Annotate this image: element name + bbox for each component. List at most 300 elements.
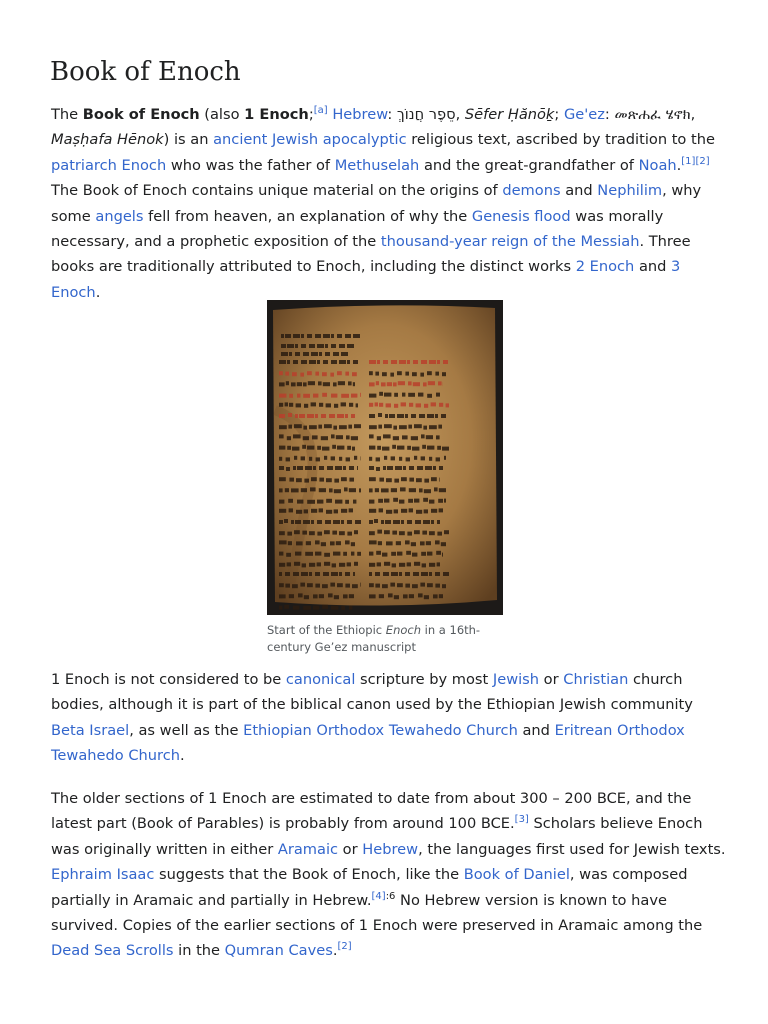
manuscript-glyph <box>349 403 353 407</box>
manuscript-glyph <box>428 381 435 385</box>
manuscript-glyph <box>336 435 343 439</box>
manuscript-glyph <box>322 584 328 588</box>
link-qumran-caves[interactable]: Qumran Caves <box>224 942 333 960</box>
manuscript-glyph <box>422 445 426 449</box>
manuscript-glyph <box>424 479 429 483</box>
manuscript-glyph <box>326 403 331 407</box>
manuscript-glyph <box>286 553 291 557</box>
manuscript-glyph <box>309 457 312 461</box>
link-demons[interactable]: demons <box>502 182 561 200</box>
manuscript-glyph <box>325 352 330 356</box>
link-methuselah[interactable]: Methuselah <box>334 156 420 174</box>
manuscript-glyph <box>324 456 327 460</box>
manuscript-glyph <box>349 488 356 492</box>
manuscript-glyph <box>413 382 420 386</box>
manuscript-glyph <box>395 466 402 470</box>
footnote-3[interactable]: [3] <box>514 814 529 826</box>
manuscript-glyph <box>353 382 355 386</box>
manuscript-glyph <box>284 519 288 523</box>
manuscript-glyph <box>369 563 375 567</box>
manuscript-glyph <box>426 541 431 545</box>
manuscript-glyph <box>409 478 414 482</box>
link-genesis-flood[interactable]: Genesis flood <box>471 207 571 225</box>
manuscript-glyph <box>286 381 289 385</box>
link-patriarch-enoch[interactable]: patriarch Enoch <box>51 156 167 174</box>
manuscript-glyph <box>293 334 300 338</box>
manuscript-glyph <box>307 583 313 587</box>
link-ethiopian-orthodox-church[interactable]: Ethiopian Orthodox Tewahedo Church <box>243 721 518 739</box>
manuscript-glyph <box>345 584 350 588</box>
manuscript-glyph <box>315 540 320 544</box>
manuscript-glyph <box>319 403 323 407</box>
manuscript-glyph <box>319 352 322 356</box>
manuscript-glyph <box>412 584 418 588</box>
manuscript-glyph <box>381 488 389 492</box>
manuscript-glyph <box>421 456 425 460</box>
link-hebrew-language[interactable]: Hebrew <box>332 106 388 123</box>
manuscript-glyph <box>289 508 293 512</box>
manuscript-glyph <box>352 584 358 588</box>
manuscript-glyph <box>303 382 307 386</box>
manuscript-glyph <box>289 352 292 356</box>
manuscript-glyph <box>281 352 288 356</box>
manuscript-glyph <box>323 572 329 576</box>
manuscript-glyph <box>309 425 317 429</box>
manuscript-glyph <box>343 594 348 598</box>
manuscript-glyph <box>293 606 299 610</box>
manuscript-glyph <box>323 334 330 338</box>
manuscript-glyph <box>297 382 302 386</box>
manuscript-glyph <box>438 499 443 503</box>
manuscript-glyph <box>289 403 293 407</box>
manuscript-glyph <box>356 403 358 407</box>
manuscript-glyph <box>407 520 412 524</box>
manuscript-glyph <box>352 372 357 376</box>
manuscript-glyph <box>351 414 355 418</box>
manuscript-glyph <box>359 488 361 492</box>
link-2-enoch[interactable]: 2 Enoch <box>575 258 635 276</box>
manuscript-glyph <box>292 372 297 376</box>
manuscript-glyph <box>439 403 443 407</box>
manuscript-glyph <box>402 435 408 439</box>
footnote-1[interactable]: [1] <box>681 155 696 167</box>
manuscript-glyph <box>327 466 333 470</box>
manuscript-glyph <box>279 572 282 576</box>
manuscript-glyph <box>429 572 432 576</box>
manuscript-glyph <box>431 509 437 513</box>
manuscript-glyph <box>376 551 381 555</box>
manuscript-glyph <box>412 553 417 557</box>
manuscript-glyph <box>437 520 440 524</box>
link-thousand-year-reign[interactable]: thousand-year reign of the Messiah <box>380 233 640 251</box>
manuscript-glyph <box>307 446 314 450</box>
manuscript-glyph <box>324 424 332 428</box>
manuscript-glyph <box>385 414 388 418</box>
manuscript-glyph <box>369 425 377 429</box>
manuscript-glyph <box>341 509 347 513</box>
manuscript-glyph <box>305 466 312 470</box>
manuscript-glyph <box>303 352 309 356</box>
canonicity-paragraph: 1 Enoch is not considered to be canonical scripture by most Jewish or Christian church bodies, although it is part of the biblical canon used by the Ethiopian Jewish community Beta Israel, as well as the Ethiopian Orthodox Tewahedo Church and Eritrean Orthodox Tewahedo Church. <box>51 671 693 765</box>
manuscript-glyph <box>351 552 354 556</box>
manuscript-glyph <box>322 393 327 397</box>
manuscript-glyph <box>343 466 346 470</box>
manuscript-glyph <box>429 360 436 364</box>
manuscript-glyph <box>405 584 410 588</box>
manuscript-glyph <box>339 360 346 364</box>
manuscript-glyph <box>393 498 398 502</box>
manuscript-glyph <box>427 552 432 556</box>
manuscript-glyph <box>328 593 333 597</box>
manuscript-glyph <box>299 414 305 418</box>
manuscript-glyph <box>321 436 328 440</box>
manuscript-glyph <box>302 445 306 449</box>
manuscript-glyph <box>399 360 406 364</box>
footnote-a[interactable]: [a] <box>313 105 328 117</box>
manuscript-glyph <box>315 334 321 338</box>
manuscript-glyph <box>429 563 435 567</box>
manuscript-glyph <box>286 467 290 471</box>
manuscript-glyph <box>417 466 423 470</box>
manuscript-glyph <box>309 563 315 567</box>
manuscript-glyph <box>423 520 430 524</box>
link-ephraim-isaac[interactable]: Ephraim Isaac <box>51 866 155 884</box>
manuscript-glyph <box>317 446 321 450</box>
manuscript-glyph <box>442 372 446 376</box>
manuscript-glyph <box>295 552 301 556</box>
manuscript-glyph <box>394 595 399 599</box>
manuscript-glyph <box>312 435 318 439</box>
manuscript-glyph <box>438 381 442 385</box>
manuscript-glyph <box>369 520 373 524</box>
manuscript-glyph <box>300 373 304 377</box>
link-dead-sea-scrolls[interactable]: Dead Sea Scrolls <box>51 942 174 960</box>
manuscript-glyph <box>326 478 332 482</box>
manuscript-glyph <box>429 425 437 429</box>
manuscript-glyph <box>399 531 405 535</box>
manuscript-glyph <box>426 435 433 439</box>
manuscript-glyph <box>369 466 374 470</box>
link-eritrean-orthodox-church[interactable]: Eritrean Orthodox Tewahedo Church <box>51 721 685 765</box>
manuscript-glyph <box>279 488 283 492</box>
manuscript-glyph <box>349 606 352 610</box>
manuscript-glyph <box>318 381 322 385</box>
manuscript-glyph <box>378 425 382 429</box>
manuscript-glyph <box>301 344 306 348</box>
manuscript-glyph <box>407 532 412 536</box>
manuscript-glyph <box>331 344 336 348</box>
manuscript-glyph <box>391 456 395 460</box>
link-jewish[interactable]: Jewish <box>492 671 540 688</box>
link-nephilim[interactable]: Nephilim <box>597 182 663 200</box>
manuscript-glyph <box>399 500 404 504</box>
manuscript-glyph <box>341 394 349 398</box>
manuscript-glyph <box>295 520 301 524</box>
manuscript-glyph <box>421 552 426 556</box>
manuscript-glyph <box>418 593 423 597</box>
manuscript-glyph <box>441 414 446 418</box>
manuscript-glyph <box>399 425 407 429</box>
manuscript-glyph <box>424 489 431 493</box>
manuscript-glyph <box>401 509 407 513</box>
manuscript-glyph <box>333 520 340 524</box>
manuscript-glyph <box>378 541 382 545</box>
manuscript-glyph <box>411 436 418 440</box>
manuscript-glyph <box>403 594 408 598</box>
manuscript-glyph <box>325 520 331 524</box>
manuscript-glyph <box>435 584 440 588</box>
manuscript-glyph <box>295 344 298 348</box>
manuscript-glyph <box>414 456 417 460</box>
manuscript-glyph <box>313 606 319 610</box>
manuscript-image[interactable] <box>267 300 503 615</box>
manuscript-glyph <box>405 572 410 576</box>
transliteration-sefer: Sēfer Ḥănōḵ <box>464 106 555 123</box>
manuscript-glyph <box>414 499 419 503</box>
manuscript-glyph <box>423 498 428 502</box>
manuscript-glyph <box>301 488 307 492</box>
manuscript-glyph <box>300 583 305 587</box>
manuscript-glyph <box>317 360 320 364</box>
manuscript-glyph <box>326 510 332 514</box>
link-canonical[interactable]: canonical <box>285 671 356 688</box>
manuscript-glyph <box>334 595 339 599</box>
manuscript-glyph <box>360 583 361 587</box>
manuscript-glyph <box>319 466 324 470</box>
manuscript-glyph <box>335 466 342 470</box>
link-christian[interactable]: Christian <box>563 671 629 688</box>
manuscript-glyph <box>427 394 432 398</box>
manuscript-glyph <box>288 425 292 429</box>
manuscript-glyph <box>379 478 384 482</box>
manuscript-glyph <box>374 519 378 523</box>
manuscript-glyph <box>309 572 312 576</box>
manuscript-glyph <box>285 402 288 406</box>
manuscript-glyph <box>407 446 411 450</box>
manuscript-glyph <box>407 360 410 364</box>
manuscript-glyph <box>433 466 436 470</box>
manuscript-glyph <box>287 344 294 348</box>
manuscript-glyph <box>415 520 421 524</box>
manuscript-glyph <box>369 446 375 450</box>
manuscript-glyph <box>402 393 405 397</box>
manuscript-glyph <box>294 530 300 534</box>
manuscript-glyph <box>429 531 435 535</box>
manuscript-glyph <box>334 479 339 483</box>
manuscript-glyph <box>408 425 412 429</box>
manuscript-glyph <box>382 553 387 557</box>
manuscript-glyph <box>297 500 303 504</box>
manuscript-glyph <box>377 360 380 364</box>
manuscript-glyph <box>436 551 441 555</box>
manuscript-glyph <box>311 520 314 524</box>
manuscript-glyph <box>288 499 293 503</box>
manuscript-glyph <box>303 520 310 524</box>
manuscript-glyph <box>286 457 290 461</box>
manuscript-glyph <box>330 373 334 377</box>
manuscript-glyph <box>377 530 382 534</box>
link-ancient-jewish-apocalyptic[interactable]: ancient Jewish apocalyptic <box>213 131 407 149</box>
manuscript-glyph <box>427 446 434 450</box>
manuscript-glyph <box>279 520 283 524</box>
manuscript-glyph <box>289 394 293 398</box>
manuscript-glyph <box>319 594 324 598</box>
manuscript-glyph <box>303 436 309 440</box>
manuscript-glyph <box>420 373 424 377</box>
manuscript-glyph <box>318 425 322 429</box>
manuscript-glyph <box>401 477 407 481</box>
bold-term-book-of-enoch: Book of Enoch <box>82 106 200 123</box>
link-beta-israel[interactable]: Beta Israel <box>51 721 130 739</box>
manuscript-glyph <box>383 572 389 576</box>
manuscript-glyph <box>444 456 446 460</box>
manuscript-glyph <box>279 446 285 450</box>
manuscript-glyph <box>409 466 414 470</box>
link-geez[interactable]: Ge'ez <box>563 106 605 123</box>
manuscript-glyph <box>435 414 438 418</box>
manuscript-glyph <box>279 360 286 364</box>
manuscript-glyph <box>295 352 300 356</box>
link-hebrew[interactable]: Hebrew <box>362 840 419 858</box>
manuscript-glyph <box>305 552 313 556</box>
link-angels[interactable]: angels <box>95 207 144 225</box>
manuscript-glyph <box>414 562 420 566</box>
manuscript-glyph <box>431 477 437 481</box>
manuscript-glyph <box>307 334 312 338</box>
manuscript-glyph <box>319 478 324 482</box>
manuscript-glyph <box>331 334 334 338</box>
link-aramaic[interactable]: Aramaic <box>277 840 339 858</box>
manuscript-glyph <box>421 572 428 576</box>
manuscript-glyph <box>427 414 434 418</box>
manuscript-glyph <box>437 532 442 536</box>
manuscript-glyph <box>436 435 440 439</box>
manuscript-glyph <box>336 541 341 545</box>
manuscript-glyph <box>418 393 423 397</box>
manuscript-glyph <box>302 563 306 567</box>
link-3-enoch[interactable]: 3 Enoch <box>51 258 681 301</box>
footnote-2-second[interactable]: [2] <box>337 941 352 953</box>
manuscript-glyph <box>339 531 345 535</box>
manuscript-illustration <box>267 300 503 615</box>
manuscript-glyph <box>397 446 404 450</box>
manuscript-glyph <box>425 466 432 470</box>
manuscript-glyph <box>443 572 449 576</box>
manuscript-glyph <box>345 372 349 376</box>
manuscript-glyph <box>339 425 347 429</box>
manuscript-glyph <box>353 360 358 364</box>
manuscript-glyph <box>401 520 404 524</box>
manuscript-glyph <box>279 563 285 567</box>
manuscript-glyph <box>379 594 384 598</box>
manuscript-glyph <box>344 487 348 491</box>
manuscript-glyph <box>391 360 397 364</box>
manuscript-glyph <box>315 372 319 376</box>
manuscript-glyph <box>317 532 322 536</box>
manuscript-glyph <box>333 352 339 356</box>
manuscript-glyph <box>319 488 326 492</box>
manuscript-glyph <box>413 572 419 576</box>
manuscript-glyph <box>386 403 391 407</box>
manuscript-glyph <box>337 414 344 418</box>
manuscript-glyph <box>317 344 324 348</box>
manuscript-glyph <box>357 466 358 470</box>
manuscript-glyph <box>343 552 347 556</box>
manuscript-glyph <box>346 435 350 439</box>
manuscript-glyph <box>400 487 406 491</box>
manuscript-glyph <box>414 530 420 534</box>
manuscript-glyph <box>369 552 373 556</box>
manuscript-glyph <box>416 478 422 482</box>
manuscript-glyph <box>339 563 345 567</box>
manuscript-glyph <box>439 466 443 470</box>
manuscript-glyph <box>439 478 440 482</box>
manuscript-glyph <box>369 531 375 535</box>
manuscript-glyph <box>313 594 318 598</box>
image-caption: Start of the Ethiopic Enoch in a 16th-century Ge’ez manuscript <box>267 623 481 654</box>
manuscript-glyph <box>295 414 298 418</box>
manuscript-glyph <box>351 436 358 440</box>
manuscript-glyph <box>420 583 425 587</box>
manuscript-glyph <box>377 562 381 566</box>
manuscript-glyph <box>311 509 317 513</box>
manuscript-glyph <box>313 394 318 398</box>
manuscript-glyph <box>369 371 373 375</box>
manuscript-glyph <box>381 520 384 524</box>
manuscript-glyph <box>399 572 402 576</box>
manuscript-glyph <box>341 520 344 524</box>
manuscript-glyph <box>384 393 391 397</box>
manuscript-glyph <box>288 541 292 545</box>
manuscript-glyph <box>369 414 375 418</box>
manuscript-glyph <box>323 382 330 386</box>
footnote-4[interactable]: [4] <box>371 890 386 902</box>
manuscript-glyph <box>309 344 315 348</box>
manuscript-glyph <box>307 414 314 418</box>
manuscript-glyph <box>416 510 422 514</box>
manuscript-glyph <box>339 457 342 461</box>
manuscript-glyph <box>311 402 316 406</box>
manuscript-glyph <box>409 594 414 598</box>
manuscript-glyph <box>334 489 341 493</box>
manuscript-glyph <box>324 562 330 566</box>
manuscript-glyph <box>289 478 294 482</box>
manuscript-glyph <box>379 403 383 407</box>
manuscript-glyph <box>369 403 373 407</box>
manuscript-glyph <box>345 500 349 504</box>
manuscript-glyph <box>285 372 289 376</box>
manuscript-glyph <box>303 426 307 430</box>
manuscript-glyph <box>427 583 433 587</box>
manuscript-glyph <box>386 478 392 482</box>
manuscript-glyph <box>360 393 361 397</box>
manuscript-glyph <box>335 500 342 504</box>
manuscript-glyph <box>347 532 352 536</box>
link-noah[interactable]: Noah <box>638 156 677 174</box>
manuscript-glyph <box>444 530 449 534</box>
manuscript-glyph <box>396 541 401 545</box>
manuscript-glyph <box>399 563 405 567</box>
manuscript-glyph <box>439 594 443 598</box>
manuscript-glyph <box>289 594 294 598</box>
footnote-2[interactable]: [2] <box>695 155 710 167</box>
manuscript-glyph <box>427 371 432 375</box>
manuscript-glyph <box>423 426 427 430</box>
manuscript-glyph <box>416 403 421 407</box>
link-book-of-daniel[interactable]: Book of Daniel <box>463 866 570 884</box>
manuscript-glyph <box>315 584 320 588</box>
manuscript-glyph <box>420 541 425 545</box>
